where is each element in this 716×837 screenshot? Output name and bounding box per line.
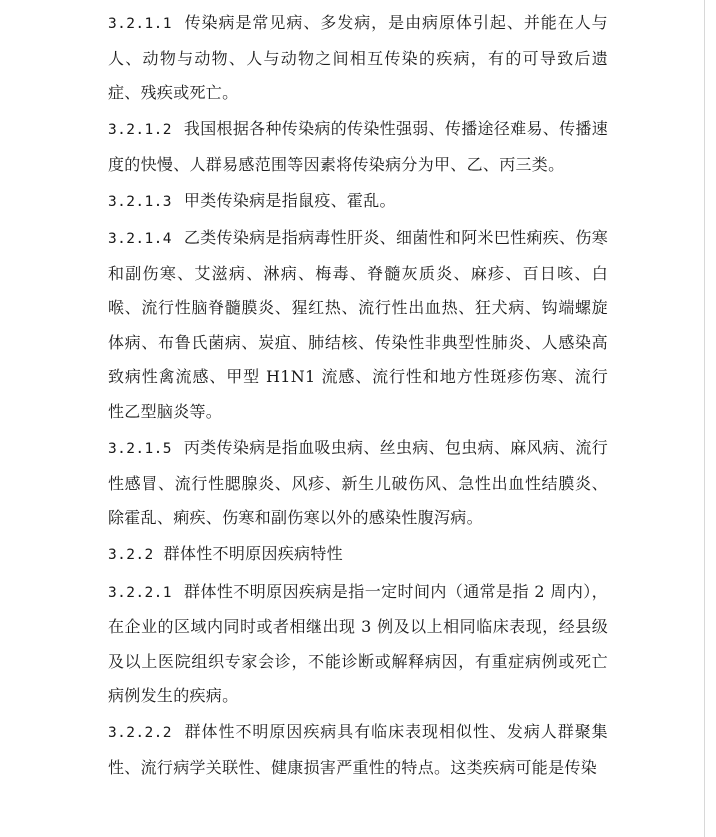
clause-3-2-2-1	[108, 575, 608, 714]
clause-3-2-1-1	[108, 6, 608, 111]
clause-text: 群体性不明原因疾病是指一定时间内（通常是指 2 周内），在企业的区域内同时或者相继出现 3 例及以上相同临床表现，经县级及以上医院组织专家会诊，不能诊断或解释病因，有重症病例或死亡病例发生的疾病。	[108, 581, 608, 706]
clause-text: 丙类传染病是指血吸虫病、丝虫病、包虫病、麻风病、流行性感冒、流行性腮腺炎、风疹、新生儿破伤风、急性出血性结膜炎、除霍乱、痢疾、伤寒和副伤寒以外的感染性腹泻病。	[108, 438, 608, 528]
clause-3-2-1-5	[108, 431, 608, 536]
section-heading-3-2-2	[108, 537, 608, 573]
clause-number: 3.2.1.1	[108, 16, 172, 32]
clause-number: 3.2.2.1	[108, 584, 172, 601]
clause-3-2-1-4	[108, 221, 608, 430]
clause-number: 3.2.1.5	[108, 441, 172, 458]
document-body	[108, 6, 608, 787]
clause-3-2-2-2	[108, 715, 608, 785]
page-edge-divider	[704, 0, 705, 837]
clause-number: 3.2.1.2	[108, 122, 172, 139]
clause-3-2-1-2	[108, 112, 608, 182]
section-number: 3.2.2	[108, 547, 154, 564]
clause-text: 传染病是常见病、多发病，是由病原体引起、并能在人与人、动物与动物、人与动物之间相互传染的疾病，有的可导致后遗症、残疾或死亡。	[108, 13, 608, 103]
section-title: 群体性不明原因疾病特性	[163, 544, 343, 564]
clause-number: 3.2.2.2	[108, 725, 172, 742]
clause-text: 乙类传染病是指病毒性肝炎、细菌性和阿米巴性痢疾、伤寒和副伤寒、艾滋病、淋病、梅毒、脊髓灰质炎、麻疹、百日咳、白喉、流行性脑脊髓膜炎、猩红热、流行性出血热、狂犬病、钩端螺旋体病、布鲁氏菌病、炭疽、肺结核、传染性非典型性肺炎、人感染高致病性禽流感、甲型 H1N1 流感、流行性和地方性斑疹伤寒、流行性乙型脑炎等。	[108, 228, 608, 422]
clause-text: 我国根据各种传染病的传染性强弱、传播途径难易、传播速度的快慢、人群易感范围等因素将传染病分为甲、乙、丙三类。	[108, 119, 608, 174]
clause-number: 3.2.1.4	[108, 231, 172, 248]
clause-text: 群体性不明原因疾病具有临床表现相似性、发病人群聚集性、流行病学关联性、健康损害严重性的特点。这类疾病可能是传染	[108, 722, 608, 777]
clause-number: 3.2.1.3	[108, 193, 172, 210]
clause-text: 甲类传染病是指鼠疫、霍乱。	[183, 190, 396, 210]
clause-3-2-1-3	[108, 184, 608, 220]
